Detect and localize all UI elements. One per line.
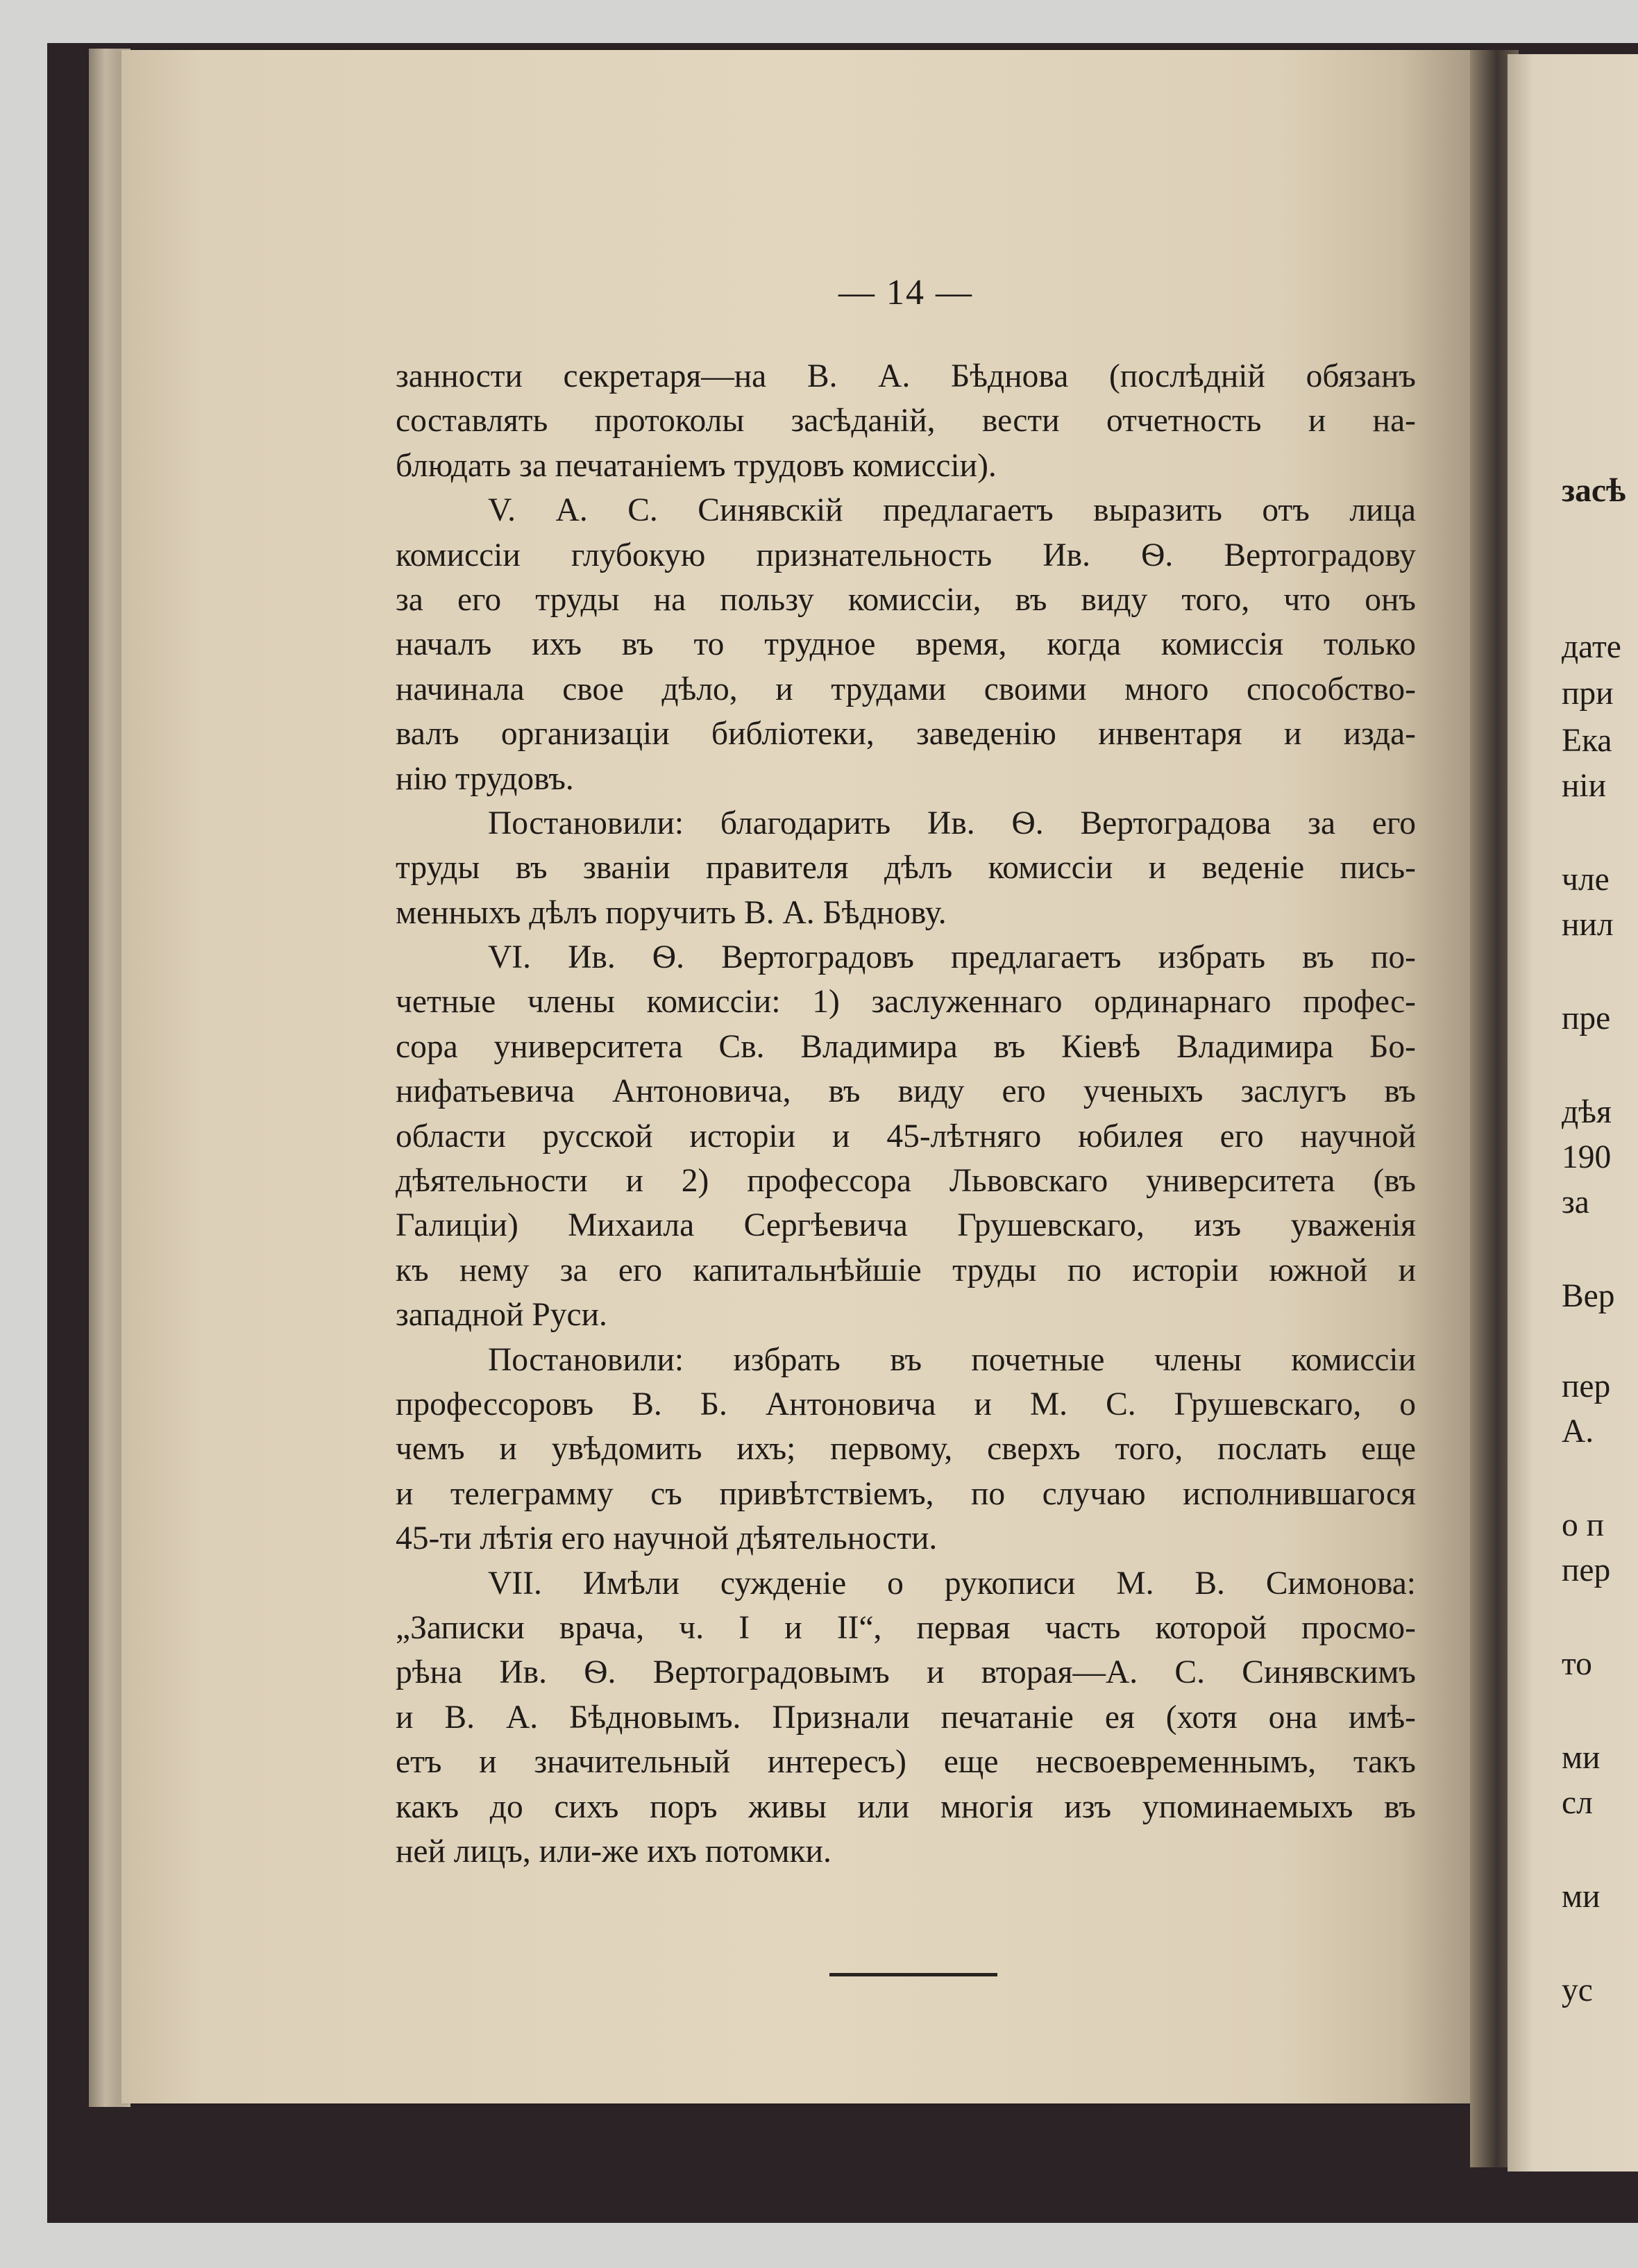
text-line: какъ до сихъ поръ живы или многiя изъ упоминаемыхъ въ	[396, 1788, 1416, 1825]
text-line: нiю трудовъ.	[396, 760, 574, 797]
right-page-fragment: А.	[1562, 1413, 1594, 1450]
right-page-fragment: 190	[1562, 1139, 1612, 1175]
right-page-fragment: пер	[1562, 1368, 1611, 1404]
right-page-fragment: чле	[1562, 862, 1610, 898]
right-page-fragment: нил	[1562, 907, 1614, 943]
text-line: области русской исторiи и 45-лѣтняго юбилея его научной	[396, 1118, 1416, 1154]
right-page-fragment: ми	[1562, 1740, 1601, 1776]
text-line: менныхъ дѣлъ поручить В. А. Бѣднову.	[396, 894, 947, 931]
right-page-fragment: о п	[1562, 1507, 1605, 1543]
text-line: за его труды на пользу комиссiи, въ виду того, что онъ	[396, 581, 1416, 618]
text-line: сора университета Св. Владимира въ Кiевѣ Владимира Бо-	[396, 1028, 1416, 1065]
text-line: комиссiи глубокую признательность Ив. Ѳ. Вертоградову	[396, 537, 1416, 573]
page-number: — 14 —	[838, 273, 973, 312]
text-line: составлять протоколы засѣданiй, вести отчетность и на-	[396, 403, 1416, 439]
text-line: и В. А. Бѣдновымъ. Признали печатанiе ея (хотя она имѣ-	[396, 1699, 1416, 1736]
right-page-fragment: Вер	[1562, 1278, 1615, 1314]
text-line: къ нему за его капитальнѣйшiе труды по исторiи южной и	[396, 1252, 1416, 1288]
right-page-fragment: при	[1562, 675, 1614, 712]
text-line: профессоровъ В. Б. Антоновича и М. С. Грушевскаго, о	[396, 1386, 1416, 1422]
text-line: V. А. С. Синявскiй предлагаетъ выразить отъ лица	[488, 492, 1416, 529]
text-line: Галицiи) Михаила Сергѣевича Грушевскаго, изъ уваженiя	[396, 1207, 1416, 1244]
text-line: 45-ти лѣтiя его научной дѣятельности.	[396, 1520, 938, 1557]
text-line: VI. Ив. Ѳ. Вертоградовъ предлагаетъ избрать въ по-	[488, 939, 1416, 976]
text-line: VII. Имѣли сужденiе о рукописи М. В. Симонова:	[488, 1565, 1416, 1602]
right-page-fragment: ми	[1562, 1879, 1601, 1915]
text-line: западной Руси.	[396, 1297, 607, 1334]
text-line: рѣна Ив. Ѳ. Вертоградовымъ и вторая—А. С. Синявскимъ	[396, 1654, 1416, 1691]
text-line: труды въ званiи правителя дѣлъ комиссiи и веденiе пись-	[396, 850, 1416, 887]
text-line: началъ ихъ въ то трудное время, когда комиссiя только	[396, 626, 1416, 663]
text-line: занности секретаря—на В. А. Бѣднова (послѣднiй обязанъ	[396, 358, 1416, 394]
section-end-rule	[829, 1973, 997, 1976]
text-line: „Записки врача, ч. I и II“, первая часть которой просмо-	[396, 1609, 1416, 1646]
text-line: и телеграмму съ привѣтствiемъ, по случаю исполнившагося	[396, 1475, 1416, 1512]
text-line: блюдать за печатанiемъ трудовъ комиссiи).	[396, 447, 997, 484]
right-page-fragment: нiи	[1562, 768, 1607, 804]
right-page-fragment: сл	[1562, 1785, 1593, 1821]
text-line: ней лицъ, или-же ихъ потомки.	[396, 1833, 831, 1870]
text-line: четные члены комиссiи: 1) заслуженнаго ординарнаго профес-	[396, 984, 1416, 1020]
text-line: Постановили: избрать въ почетные члены комиссiи	[488, 1341, 1416, 1378]
text-line: Постановили: благодарить Ив. Ѳ. Вертоградова за его	[488, 805, 1416, 841]
text-line: дѣятельности и 2) профессора Львовскаго университета (въ	[396, 1163, 1416, 1200]
right-page-fragment: то	[1562, 1646, 1592, 1682]
text-line: нифатьевича Антоновича, въ виду его ученыхъ заслугъ въ	[396, 1073, 1416, 1110]
right-page-fragment: дате	[1562, 629, 1621, 665]
right-page-fragment: Ека	[1562, 723, 1612, 759]
text-line: чемъ и увѣдомить ихъ; первому, сверхъ того, послать еще	[396, 1431, 1416, 1468]
text-line: начинала свое дѣло, и трудами своими много способство-	[396, 671, 1416, 707]
right-page-fragment: пре	[1562, 1000, 1611, 1036]
text-line: етъ и значительный интересъ) еще несвоевременнымъ, такъ	[396, 1744, 1416, 1781]
right-page-fragment: за	[1562, 1184, 1589, 1220]
text-line: валъ организацiи библiотеки, заведенiю инвентаря и изда-	[396, 716, 1416, 753]
body-text	[396, 354, 1416, 1874]
right-page-fragment: пер	[1562, 1552, 1611, 1588]
right-page-fragment: засѣ	[1562, 473, 1626, 509]
right-page-fragment: дѣя	[1562, 1094, 1612, 1130]
right-page-fragment: ус	[1562, 1972, 1593, 2008]
